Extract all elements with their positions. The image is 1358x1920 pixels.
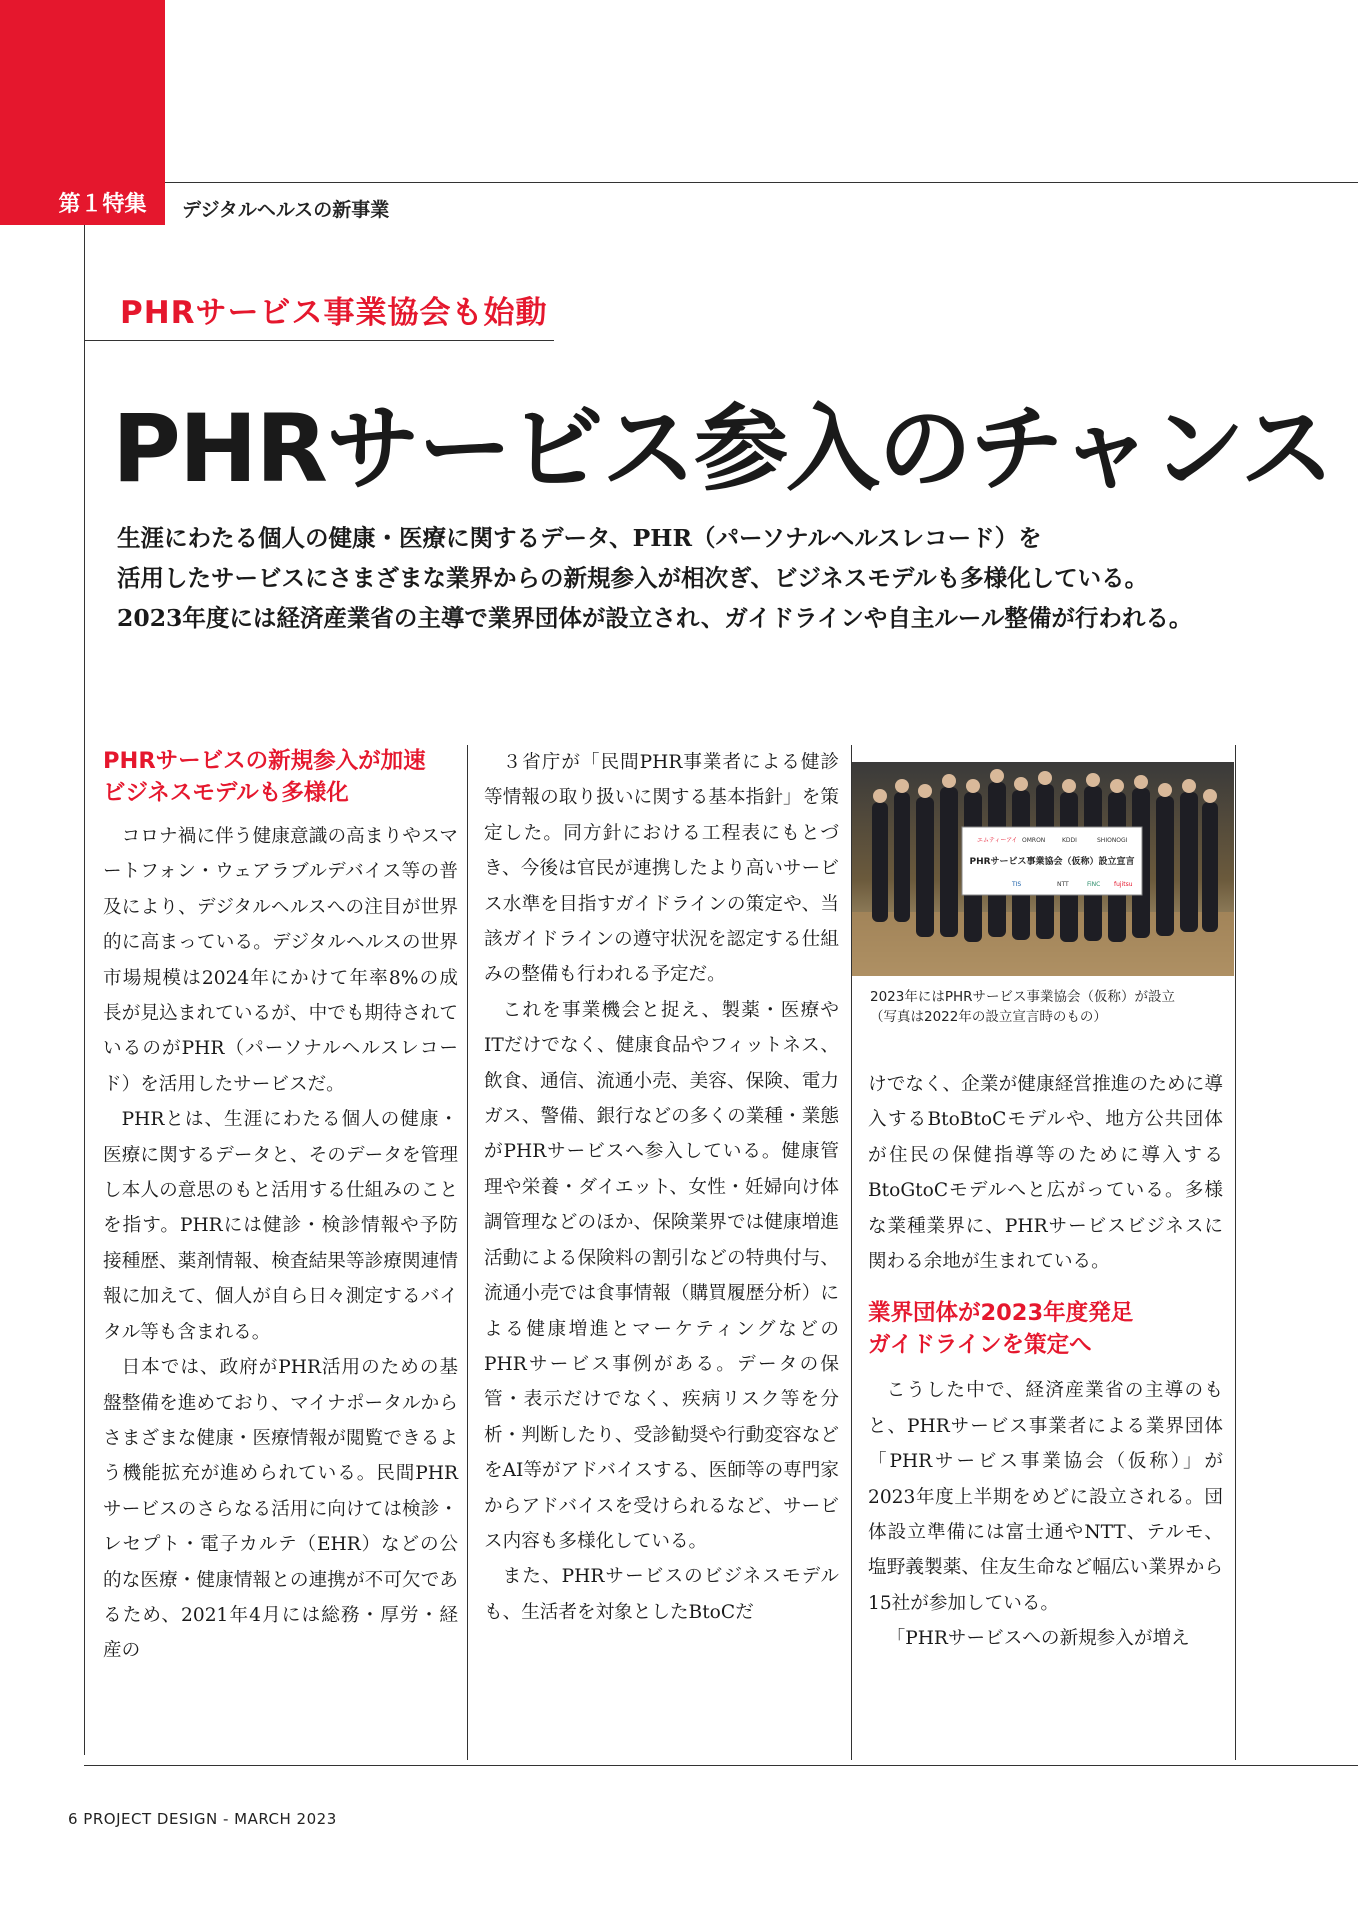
footer-rule bbox=[84, 1765, 1358, 1766]
lead-line: 2023年度には経済産業省の主導で業界団体が設立され、ガイドラインや自主ルール整備が行われる。 bbox=[117, 604, 1193, 632]
left-margin-rule bbox=[84, 225, 85, 1755]
paragraph: 「PHRサービスへの新規参入が増え bbox=[886, 1628, 1190, 1650]
page-folio: 6 PROJECT DESIGN - MARCH 2023 bbox=[68, 1810, 337, 1828]
paragraph: 日本では、政府がPHR活用のための基盤整備を進めており、マイナポータルからさまざまな健康・医療情報が閲覧できるよう機能拡充が進められている。民間PHRサービスのさらなる活用に向けては検診・レセプト・電子カルテ（EHR）などの公的な医療・健康情報との連携が不可欠であるため、2021年4月には総務・厚労・経産の bbox=[103, 1357, 458, 1662]
column-heading bbox=[868, 1297, 1223, 1361]
lead-line: 生涯にわたる個人の健康・医療に関するデータ、PHR（パーソナルヘルスレコード）を bbox=[117, 524, 1042, 552]
banner-logo-6: NTT bbox=[1057, 881, 1069, 888]
body-column-3 bbox=[868, 1067, 1223, 1657]
paragraph: ３省庁が「民間PHR事業者による健診等情報の取り扱いに関する基本指針」を策定した。同方針における工程表にもとづき、今後は官民が連携したより高いサービス水準を目指すガイドラインの策定や、当該ガイドラインの遵守状況を認定する仕組みの整備も行われる予定だ。 bbox=[484, 752, 839, 986]
paragraph: また、PHRサービスのビジネスモデルも、生活者を対象としたBtoCだ bbox=[484, 1566, 839, 1623]
article-subhead: PHRサービス事業協会も始動 bbox=[120, 295, 548, 331]
header-rule bbox=[165, 182, 1358, 183]
column-divider bbox=[467, 745, 468, 1760]
section-title: デジタルヘルスの新事業 bbox=[182, 199, 390, 221]
body-column-2 bbox=[484, 745, 839, 1630]
subhead-rule bbox=[84, 340, 554, 341]
paragraph: コロナ禍に伴う健康意識の高まりやスマートフォン・ウェアラブルデバイス等の普及により、デジタルヘルスへの注目が世界的に高まっている。デジタルヘルスの世界市場規模は2024年にかけて年率8%の成長が見込まれているが、中でも期待されているのがPHR（パーソナルヘルスレコード）を活用したサービスだ。 bbox=[103, 826, 458, 1095]
body-column-1 bbox=[103, 745, 458, 1669]
banner-logo-5: TIS bbox=[1012, 881, 1022, 888]
column-heading-line: 業界団体が2023年度発足 bbox=[868, 1300, 1134, 1327]
column-heading bbox=[103, 745, 458, 809]
event-photo bbox=[852, 762, 1234, 976]
paragraph: けでなく、企業が健康経営推進のために導入するBtoBtoCモデルや、地方公共団体が住民の保健指導等のために導入するBtoGtoCモデルへと広がっている。多様な業種業界に、PHRサービスビジネスに関わる余地が生まれている。 bbox=[868, 1074, 1223, 1273]
banner-title: PHRサービス事業協会（仮称）設立宣言 bbox=[969, 857, 1135, 867]
banner-logo-3: KDDI bbox=[1062, 837, 1077, 844]
article-lead bbox=[117, 518, 1337, 638]
caption-line: 2023年にはPHRサービス事業協会（仮称）が設立 bbox=[870, 989, 1176, 1005]
paragraph: これを事業機会と捉え、製薬・医療やITだけでなく、健康食品やフィットネス、飲食、通信、流通小売、美容、保険、電力ガス、警備、銀行などの多くの業種・業態がPHRサービスへ参入している。健康管理や栄養・ダイエット、女性・妊婦向け体調管理などのほか、保険業界では健康増進活動による保険料の割引などの特典付与、流通小売では食事情報（購買履歴分析）による健康増進とマーケティングなどのPHRサービス事例がある。データの保管・表示だけでなく、疾病リスク等を分析・判断したり、受診勧奨や行動変容などをAI等がアドバイスする、医師等の専門家からアドバイスを受けられるなど、サービス内容も多様化している。 bbox=[484, 999, 839, 1552]
banner-logo-1: エムティーアイ bbox=[977, 837, 1018, 844]
banner-logo-7: FiNC bbox=[1087, 881, 1101, 888]
article-headline: PHRサービス参入のチャンス bbox=[112, 395, 1333, 504]
photo-caption bbox=[870, 987, 1175, 1027]
banner-logo-2: OMRON bbox=[1022, 837, 1046, 844]
column-divider bbox=[1235, 745, 1236, 1760]
column-heading-line: ビジネスモデルも多様化 bbox=[103, 780, 349, 806]
banner-logo-8: fujitsu bbox=[1114, 881, 1133, 888]
column-heading-line: ガイドラインを策定へ bbox=[868, 1332, 1092, 1359]
paragraph: こうした中で、経済産業省の主導のもと、PHRサービス事業者による業界団体「PHRサービス事業協会（仮称）」が2023年度上半期をめどに設立される。団体設立準備には富士通やNTT、テルモ、塩野義製薬、住友生命など幅広い業界から15社が参加している。 bbox=[868, 1380, 1223, 1614]
caption-line: （写真は2022年の設立宣言時のもの） bbox=[870, 1009, 1107, 1025]
column-heading-line: PHRサービスの新規参入が加速 bbox=[103, 748, 426, 774]
banner-logo-4: SHIONOGI bbox=[1097, 837, 1128, 844]
paragraph: PHRとは、生涯にわたる個人の健康・医療に関するデータと、そのデータを管理し本人の意思のもと活用する仕組みのことを指す。PHRには健診・検診情報や予防接種歴、薬剤情報、検査結果等診療関連情報に加えて、個人が自ら日々測定するバイタル等も含まれる。 bbox=[103, 1109, 458, 1343]
feature-tag: 第１特集 bbox=[58, 192, 147, 217]
lead-line: 活用したサービスにさまざまな業界からの新規参入が相次ぎ、ビジネスモデルも多様化している。 bbox=[117, 564, 1149, 592]
